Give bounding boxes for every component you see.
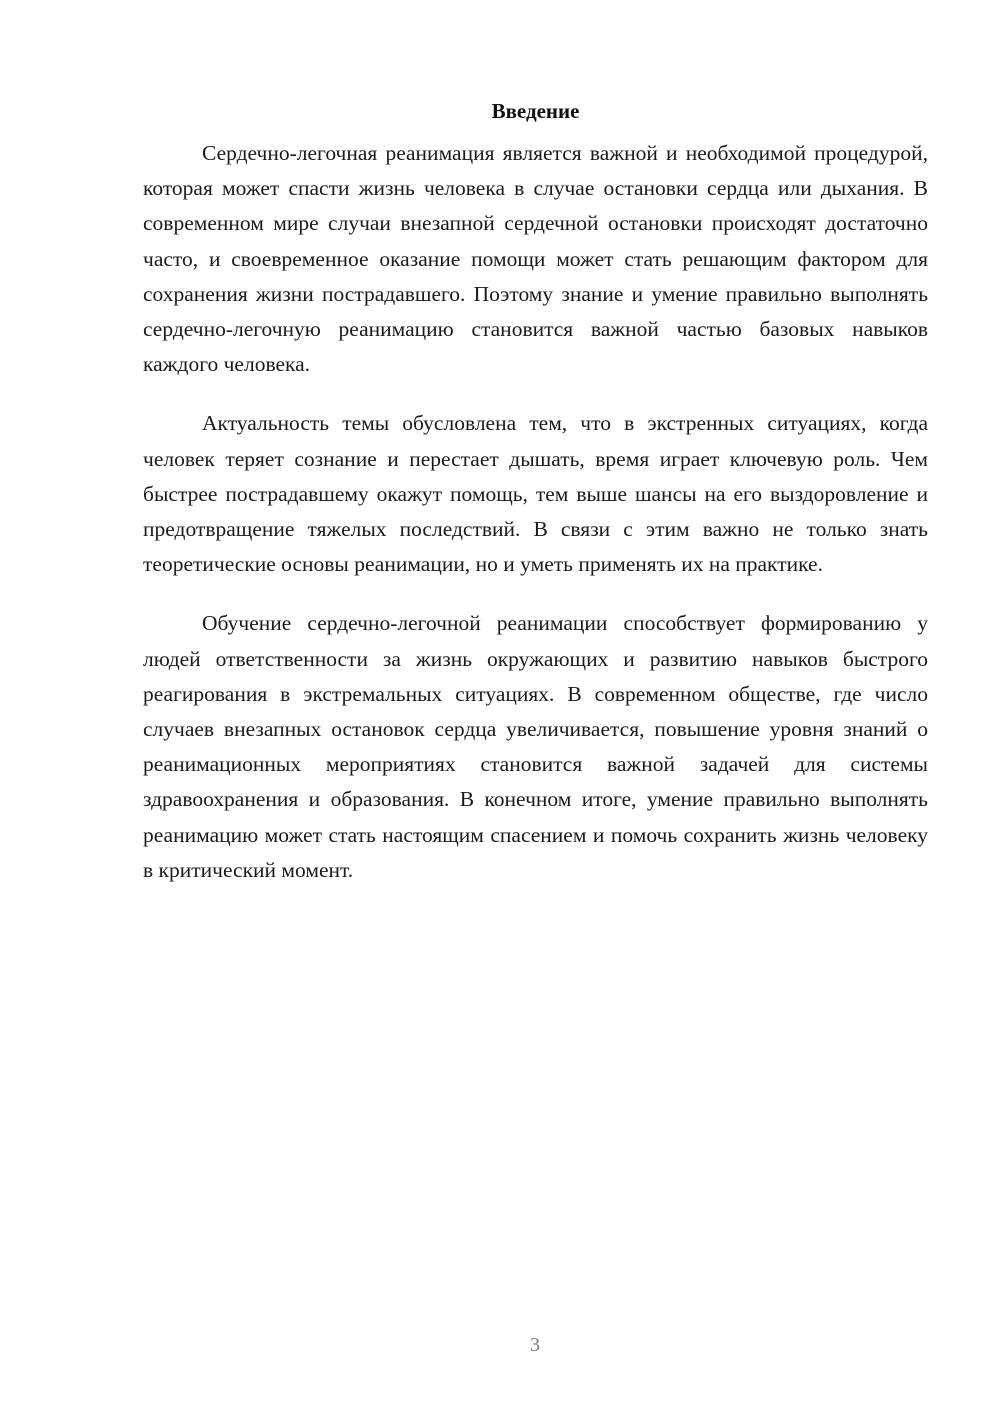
page-number: 3 <box>530 1334 540 1356</box>
page-content <box>143 96 928 912</box>
paragraph-2: Актуальность темы обусловлена тем, что в экстренных ситуациях, когда человек теряет сознание и перестает дышать, время играет ключевую роль. Чем быстрее пострадавшему окажут помощь, тем выше шансы на его выздоровление и предотвращение тяжелых последствий. В связи с этим важно не только знать теоретические основы реанимации, но и уметь применять их на практике. <box>143 411 928 577</box>
paragraph-3: Обучение сердечно-легочной реанимации способствует формированию у людей ответственности за жизнь окружающих и развитию навыков быстрого реагирования в экстремальных ситуациях. В современном обществе, где число случаев внезапных остановок сердца увеличивается, повышение уровня знаний о реанимационных мероприятиях становится важной задачей для системы здравоохранения и образования. В конечном итоге, умение правильно выполнять реанимацию может стать настоящим спасением и помочь сохранить жизнь человеку в критический момент. <box>143 611 928 882</box>
paragraph-1: Сердечно-легочная реанимация является важной и необходимой процедурой, которая может спасти жизнь человека в случае остановки сердца или дыхания. В современном мире случаи внезапной сердечной остановки происходят достаточно часто, и своевременное оказание помощи может стать решающим фактором для сохранения жизни пострадавшего. Поэтому знание и умение правильно выполнять сердечно-легочную реанимацию становится важной частью базовых навыков каждого человека. <box>143 141 928 377</box>
page-title: Введение <box>491 99 580 123</box>
